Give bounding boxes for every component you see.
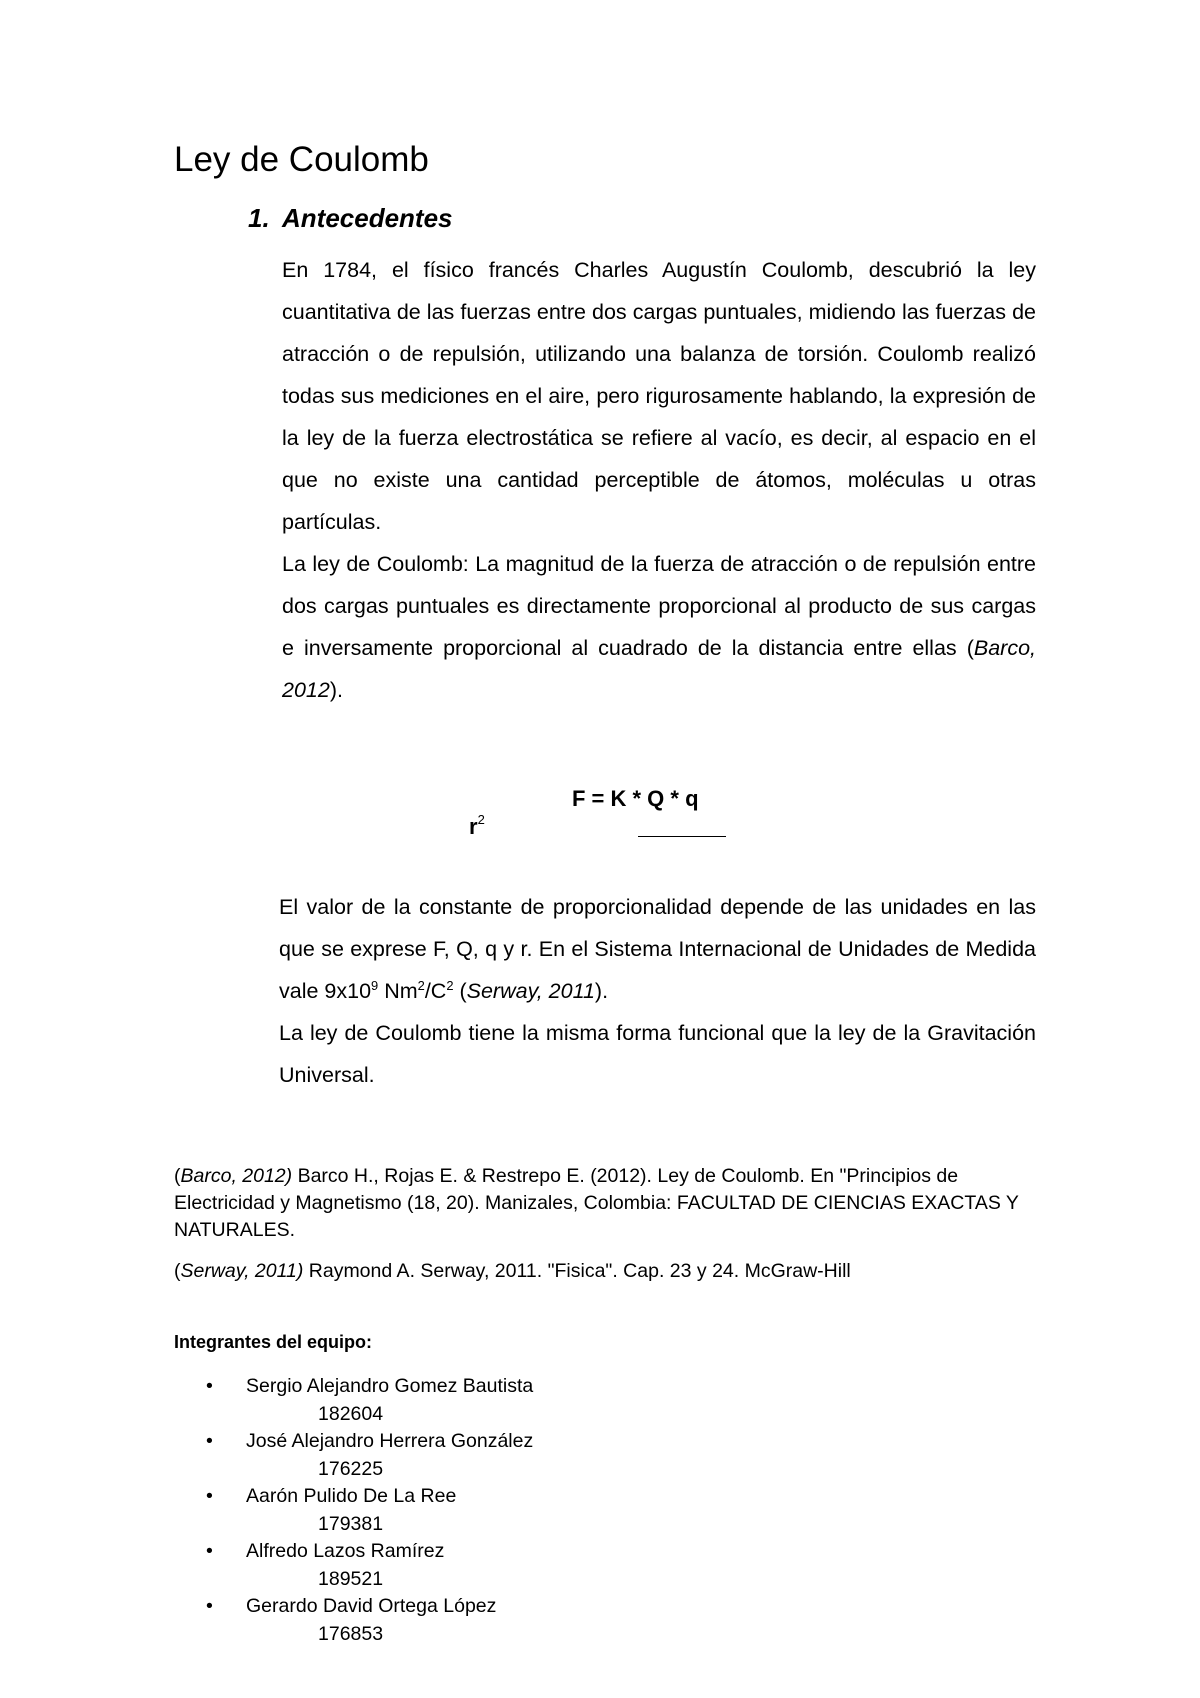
law-statement-end: ). (329, 678, 343, 702)
member-id: 182604 (318, 1402, 384, 1425)
list-item (174, 1538, 874, 1593)
reference-cite: Serway, 2011) (180, 1260, 304, 1282)
member-id: 176853 (318, 1622, 384, 1645)
citation-serway: Serway, 2011 (466, 979, 595, 1003)
member-name: Aarón Pulido De La Ree (246, 1485, 457, 1507)
bullet-icon: • (206, 1540, 213, 1562)
paragraph-history: En 1784, el físico francés Charles Augustín Coulomb, descubrió la ley cuantitativa de las fuerzas entre dos cargas puntuales, midiendo las fuerzas de atracción o de repulsión, utilizando una balanza de torsión. Coulomb realizó todas sus mediciones en el aire, pero rigurosamente hablando, la expresión de la ley de la fuerza electrostática se refiere al vacío, es decir, al espacio en el que no existe una cantidad perceptible de átomos, moléculas u otras partículas. (282, 258, 1036, 534)
paragraph-law-statement (282, 543, 1036, 711)
constant-text-a: El valor de la constante de proporcionalidad depende de las unidades en las que se exprese F, Q, q y r. En el Sistema Internacional de Unidades de Medida vale 9x10 (279, 895, 1036, 1003)
fraction-bar (638, 836, 726, 837)
team-heading: Integrantes del equipo: (174, 1332, 373, 1352)
reference-open-paren: ( (174, 1165, 181, 1187)
reference-text: Raymond A. Serway, 2011. "Fisica". Cap. 23 y 24. McGraw-Hill (303, 1260, 851, 1282)
section-heading (248, 203, 453, 234)
document-title: Ley de Coulomb (174, 140, 429, 179)
formula-denominator-var: r (469, 814, 478, 839)
constant-exponent-c: 2 (446, 977, 454, 993)
list-item (174, 1428, 874, 1483)
constant-body (279, 886, 1036, 1096)
list-item (174, 1373, 874, 1428)
reference-barco (174, 1163, 1044, 1244)
constant-exponent-9: 9 (371, 977, 379, 993)
member-name: Alfredo Lazos Ramírez (246, 1540, 445, 1562)
bullet-icon: • (206, 1595, 213, 1617)
bullet-icon: • (206, 1430, 213, 1452)
bullet-icon: • (206, 1485, 213, 1507)
formula-numerator: F = K * Q * q (572, 786, 699, 811)
formula-exponent: 2 (477, 812, 485, 827)
paragraph-gravitation: La ley de Coulomb tiene la misma forma funcional que la ley de la Gravitación Universal. (279, 1021, 1036, 1087)
paragraph-constant (279, 886, 1036, 1012)
reference-cite: Barco, 2012) (180, 1165, 293, 1187)
references (174, 1163, 1044, 1299)
constant-text-end: ). (594, 979, 609, 1003)
constant-text-c: /C (424, 979, 447, 1003)
constant-text-b: Nm (378, 979, 418, 1003)
member-id: 189521 (318, 1567, 384, 1590)
reference-serway (174, 1258, 1044, 1285)
member-id: 179381 (318, 1512, 384, 1535)
member-id: 176225 (318, 1457, 384, 1480)
member-name: Gerardo David Ortega López (246, 1595, 497, 1617)
constant-exponent-nm: 2 (417, 977, 425, 993)
list-item (174, 1593, 874, 1648)
bullet-icon: • (206, 1375, 213, 1397)
reference-open-paren: ( (174, 1260, 181, 1282)
member-name: Sergio Alejandro Gomez Bautista (246, 1375, 534, 1397)
team-list (174, 1373, 874, 1648)
law-statement-text: La ley de Coulomb: La magnitud de la fuerza de atracción o de repulsión entre dos cargas puntuales es directamente proporcional al producto de sus cargas e inversamente proporcional al cuadrado de la distancia entre ellas ( (282, 552, 1036, 660)
member-name: José Alejandro Herrera González (246, 1430, 534, 1452)
section-number: 1. (248, 203, 270, 233)
reference-text: Barco H., Rojas E. & Restrepo E. (2012). Ley de Coulomb. En "Principios de Electricidad y Magnetismo (18, 20). Manizales, Colombia: FACULTAD DE CIENCIAS EXACTAS Y NATURALES. (174, 1165, 1019, 1241)
constant-text-d: ( (453, 979, 467, 1003)
list-item (174, 1483, 874, 1538)
citation-barco: Barco, 2012 (282, 636, 1036, 702)
antecedentes-body (282, 249, 1036, 711)
formula-denominator (469, 814, 485, 840)
section-heading-text: Antecedentes (282, 203, 453, 233)
